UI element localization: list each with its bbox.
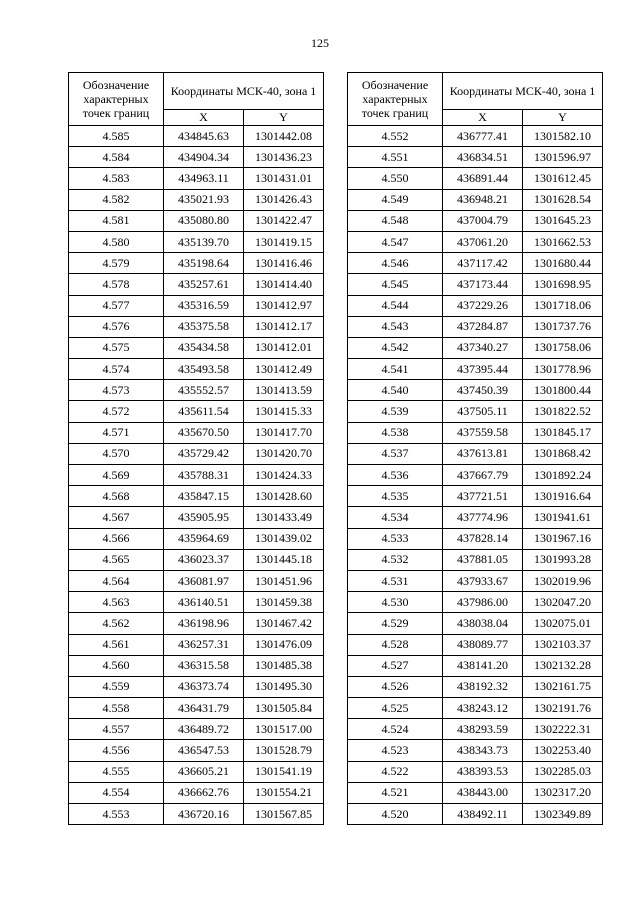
- point-cell: 4.581: [69, 210, 164, 231]
- y-cell: 1301800.44: [523, 380, 603, 401]
- x-cell: 438492.11: [443, 804, 523, 825]
- x-cell: 436605.21: [164, 761, 244, 782]
- x-cell: 435375.58: [164, 316, 244, 337]
- point-cell: 4.539: [348, 401, 443, 422]
- y-cell: 1302349.89: [523, 804, 603, 825]
- x-cell: 436834.51: [443, 147, 523, 168]
- x-cell: 437774.96: [443, 507, 523, 528]
- y-cell: 1301431.01: [244, 168, 324, 189]
- point-cell: 4.530: [348, 592, 443, 613]
- y-cell: 1302103.37: [523, 634, 603, 655]
- table-row: [348, 253, 603, 274]
- y-cell: 1301993.28: [523, 549, 603, 570]
- table-row: [348, 316, 603, 337]
- y-cell: 1302161.75: [523, 676, 603, 697]
- header-point-designation: Обозначение характерных точек границ: [69, 73, 164, 126]
- header-x: X: [164, 110, 244, 126]
- x-cell: 437395.44: [443, 359, 523, 380]
- y-cell: 1301420.70: [244, 443, 324, 464]
- y-cell: 1301718.06: [523, 295, 603, 316]
- point-cell: 4.576: [69, 316, 164, 337]
- point-cell: 4.549: [348, 189, 443, 210]
- y-cell: 1301433.49: [244, 507, 324, 528]
- point-cell: 4.560: [69, 655, 164, 676]
- point-cell: 4.542: [348, 337, 443, 358]
- table-row: [69, 168, 324, 189]
- y-cell: 1301451.96: [244, 570, 324, 591]
- y-cell: 1301445.18: [244, 549, 324, 570]
- x-cell: 437117.42: [443, 253, 523, 274]
- point-cell: 4.572: [69, 401, 164, 422]
- point-cell: 4.541: [348, 359, 443, 380]
- table-row: [69, 507, 324, 528]
- y-cell: 1301495.30: [244, 676, 324, 697]
- point-cell: 4.564: [69, 570, 164, 591]
- point-cell: 4.567: [69, 507, 164, 528]
- point-cell: 4.552: [348, 126, 443, 147]
- x-cell: 438293.59: [443, 719, 523, 740]
- table-row: [69, 359, 324, 380]
- point-cell: 4.556: [69, 740, 164, 761]
- x-cell: 437881.05: [443, 549, 523, 570]
- x-cell: 437933.67: [443, 570, 523, 591]
- table-row: [348, 740, 603, 761]
- y-cell: 1301541.19: [244, 761, 324, 782]
- y-cell: 1302132.28: [523, 655, 603, 676]
- table-row: [69, 126, 324, 147]
- x-cell: 436720.16: [164, 804, 244, 825]
- table-row: [348, 782, 603, 803]
- y-cell: 1301467.42: [244, 613, 324, 634]
- y-cell: 1301476.09: [244, 634, 324, 655]
- x-cell: 436257.31: [164, 634, 244, 655]
- header-coordinates: Координаты МСК-40, зона 1: [164, 73, 324, 110]
- table-row: [69, 253, 324, 274]
- y-cell: 1301424.33: [244, 465, 324, 486]
- y-cell: 1301415.33: [244, 401, 324, 422]
- x-cell: 437004.79: [443, 210, 523, 231]
- y-cell: 1301439.02: [244, 528, 324, 549]
- x-cell: 434845.63: [164, 126, 244, 147]
- y-cell: 1302019.96: [523, 570, 603, 591]
- x-cell: 436023.37: [164, 549, 244, 570]
- table-row: [69, 740, 324, 761]
- page-number: 125: [311, 36, 329, 50]
- point-cell: 4.544: [348, 295, 443, 316]
- table-body: [69, 126, 324, 825]
- x-cell: 437721.51: [443, 486, 523, 507]
- point-cell: 4.534: [348, 507, 443, 528]
- table-row: [69, 295, 324, 316]
- y-cell: 1301442.08: [244, 126, 324, 147]
- table-row: [69, 401, 324, 422]
- table-row: [348, 804, 603, 825]
- point-cell: 4.562: [69, 613, 164, 634]
- table-header: [69, 73, 324, 126]
- header-y: Y: [244, 110, 324, 126]
- y-cell: 1301645.23: [523, 210, 603, 231]
- point-cell: 4.559: [69, 676, 164, 697]
- x-cell: 437284.87: [443, 316, 523, 337]
- point-cell: 4.577: [69, 295, 164, 316]
- table-row: [348, 168, 603, 189]
- y-cell: 1301662.53: [523, 231, 603, 252]
- table-row: [348, 592, 603, 613]
- y-cell: 1301758.06: [523, 337, 603, 358]
- y-cell: 1301582.10: [523, 126, 603, 147]
- x-cell: 435905.95: [164, 507, 244, 528]
- x-cell: 434963.11: [164, 168, 244, 189]
- x-cell: 438243.12: [443, 698, 523, 719]
- y-cell: 1302047.20: [523, 592, 603, 613]
- point-cell: 4.540: [348, 380, 443, 401]
- point-cell: 4.573: [69, 380, 164, 401]
- table-row: [69, 528, 324, 549]
- header-x: X: [443, 110, 523, 126]
- table-row: [348, 210, 603, 231]
- y-cell: 1302285.03: [523, 761, 603, 782]
- y-cell: 1302191.76: [523, 698, 603, 719]
- point-cell: 4.524: [348, 719, 443, 740]
- x-cell: 438089.77: [443, 634, 523, 655]
- y-cell: 1301417.70: [244, 422, 324, 443]
- table-row: [348, 126, 603, 147]
- x-cell: 437229.26: [443, 295, 523, 316]
- x-cell: 437505.11: [443, 401, 523, 422]
- x-cell: 435080.80: [164, 210, 244, 231]
- table-row: [348, 570, 603, 591]
- table-row: [348, 634, 603, 655]
- table-row: [69, 316, 324, 337]
- table-row: [348, 337, 603, 358]
- x-cell: 436891.44: [443, 168, 523, 189]
- table-row: [69, 698, 324, 719]
- table-row: [348, 443, 603, 464]
- table-row: [69, 210, 324, 231]
- y-cell: 1301414.40: [244, 274, 324, 295]
- x-cell: 437828.14: [443, 528, 523, 549]
- point-cell: 4.553: [69, 804, 164, 825]
- y-cell: 1301596.97: [523, 147, 603, 168]
- x-cell: 435729.42: [164, 443, 244, 464]
- point-cell: 4.547: [348, 231, 443, 252]
- point-cell: 4.545: [348, 274, 443, 295]
- x-cell: 436315.58: [164, 655, 244, 676]
- x-cell: 436431.79: [164, 698, 244, 719]
- y-cell: 1301412.49: [244, 359, 324, 380]
- coordinates-table-left: [68, 72, 324, 825]
- point-cell: 4.536: [348, 465, 443, 486]
- point-cell: 4.548: [348, 210, 443, 231]
- x-cell: 438443.00: [443, 782, 523, 803]
- point-cell: 4.561: [69, 634, 164, 655]
- point-cell: 4.565: [69, 549, 164, 570]
- table-row: [348, 380, 603, 401]
- header-point-designation: Обозначение характерных точек границ: [348, 73, 443, 126]
- x-cell: 436140.51: [164, 592, 244, 613]
- y-cell: 1301941.61: [523, 507, 603, 528]
- x-cell: 436547.53: [164, 740, 244, 761]
- table-row: [348, 719, 603, 740]
- y-cell: 1301485.38: [244, 655, 324, 676]
- table-row: [69, 443, 324, 464]
- x-cell: 434904.34: [164, 147, 244, 168]
- point-cell: 4.583: [69, 168, 164, 189]
- x-cell: 435670.50: [164, 422, 244, 443]
- header-y: Y: [523, 110, 603, 126]
- point-cell: 4.563: [69, 592, 164, 613]
- table-row: [69, 570, 324, 591]
- table-row: [348, 359, 603, 380]
- x-cell: 437061.20: [443, 231, 523, 252]
- table-row: [348, 486, 603, 507]
- table-row: [348, 465, 603, 486]
- y-cell: 1301567.85: [244, 804, 324, 825]
- y-cell: 1301778.96: [523, 359, 603, 380]
- point-cell: 4.554: [69, 782, 164, 803]
- point-cell: 4.526: [348, 676, 443, 697]
- x-cell: 438343.73: [443, 740, 523, 761]
- table-row: [69, 486, 324, 507]
- table-row: [348, 507, 603, 528]
- y-cell: 1301967.16: [523, 528, 603, 549]
- table-row: [69, 274, 324, 295]
- table-row: [69, 189, 324, 210]
- point-cell: 4.527: [348, 655, 443, 676]
- table-row: [348, 761, 603, 782]
- y-cell: 1301419.15: [244, 231, 324, 252]
- point-cell: 4.585: [69, 126, 164, 147]
- point-cell: 4.570: [69, 443, 164, 464]
- point-cell: 4.546: [348, 253, 443, 274]
- point-cell: 4.578: [69, 274, 164, 295]
- table-row: [348, 274, 603, 295]
- table-row: [69, 231, 324, 252]
- x-cell: 435493.58: [164, 359, 244, 380]
- x-cell: 436373.74: [164, 676, 244, 697]
- y-cell: 1301892.24: [523, 465, 603, 486]
- y-cell: 1301459.38: [244, 592, 324, 613]
- table-row: [348, 231, 603, 252]
- y-cell: 1301413.59: [244, 380, 324, 401]
- table-row: [348, 549, 603, 570]
- x-cell: 437667.79: [443, 465, 523, 486]
- table-row: [348, 422, 603, 443]
- x-cell: 438038.04: [443, 613, 523, 634]
- x-cell: 435198.64: [164, 253, 244, 274]
- x-cell: 435021.93: [164, 189, 244, 210]
- point-cell: 4.569: [69, 465, 164, 486]
- point-cell: 4.555: [69, 761, 164, 782]
- table-row: [348, 528, 603, 549]
- y-cell: 1301612.45: [523, 168, 603, 189]
- point-cell: 4.580: [69, 231, 164, 252]
- table-row: [69, 380, 324, 401]
- x-cell: 436777.41: [443, 126, 523, 147]
- table-body: [348, 126, 603, 825]
- y-cell: 1301868.42: [523, 443, 603, 464]
- table-row: [69, 549, 324, 570]
- point-cell: 4.566: [69, 528, 164, 549]
- header-coordinates: Координаты МСК-40, зона 1: [443, 73, 603, 110]
- table-row: [69, 676, 324, 697]
- y-cell: 1302222.31: [523, 719, 603, 740]
- y-cell: 1302253.40: [523, 740, 603, 761]
- point-cell: 4.557: [69, 719, 164, 740]
- x-cell: 435788.31: [164, 465, 244, 486]
- y-cell: 1301412.17: [244, 316, 324, 337]
- x-cell: 436948.21: [443, 189, 523, 210]
- y-cell: 1301916.64: [523, 486, 603, 507]
- table-row: [348, 613, 603, 634]
- y-cell: 1301436.23: [244, 147, 324, 168]
- table-row: [348, 147, 603, 168]
- point-cell: 4.525: [348, 698, 443, 719]
- x-cell: 438141.20: [443, 655, 523, 676]
- x-cell: 435964.69: [164, 528, 244, 549]
- point-cell: 4.528: [348, 634, 443, 655]
- x-cell: 436662.76: [164, 782, 244, 803]
- table-header: [348, 73, 603, 126]
- point-cell: 4.558: [69, 698, 164, 719]
- point-cell: 4.521: [348, 782, 443, 803]
- table-row: [69, 465, 324, 486]
- x-cell: 437613.81: [443, 443, 523, 464]
- point-cell: 4.522: [348, 761, 443, 782]
- x-cell: 435257.61: [164, 274, 244, 295]
- y-cell: 1301698.95: [523, 274, 603, 295]
- x-cell: 435552.57: [164, 380, 244, 401]
- table-row: [348, 401, 603, 422]
- point-cell: 4.551: [348, 147, 443, 168]
- x-cell: 438393.53: [443, 761, 523, 782]
- point-cell: 4.582: [69, 189, 164, 210]
- point-cell: 4.574: [69, 359, 164, 380]
- y-cell: 1301554.21: [244, 782, 324, 803]
- y-cell: 1301428.60: [244, 486, 324, 507]
- point-cell: 4.571: [69, 422, 164, 443]
- point-cell: 4.538: [348, 422, 443, 443]
- point-cell: 4.584: [69, 147, 164, 168]
- point-cell: 4.531: [348, 570, 443, 591]
- table-row: [69, 719, 324, 740]
- point-cell: 4.535: [348, 486, 443, 507]
- y-cell: 1301517.00: [244, 719, 324, 740]
- x-cell: 438192.32: [443, 676, 523, 697]
- x-cell: 437173.44: [443, 274, 523, 295]
- y-cell: 1301528.79: [244, 740, 324, 761]
- point-cell: 4.520: [348, 804, 443, 825]
- table-row: [69, 634, 324, 655]
- point-cell: 4.579: [69, 253, 164, 274]
- table-row: [69, 761, 324, 782]
- table-row: [348, 676, 603, 697]
- table-row: [69, 613, 324, 634]
- y-cell: 1301822.52: [523, 401, 603, 422]
- x-cell: 436489.72: [164, 719, 244, 740]
- point-cell: 4.568: [69, 486, 164, 507]
- table-row: [348, 655, 603, 676]
- point-cell: 4.532: [348, 549, 443, 570]
- table-row: [69, 422, 324, 443]
- y-cell: 1301416.46: [244, 253, 324, 274]
- y-cell: 1302317.20: [523, 782, 603, 803]
- x-cell: 436081.97: [164, 570, 244, 591]
- point-cell: 4.550: [348, 168, 443, 189]
- y-cell: 1301845.17: [523, 422, 603, 443]
- point-cell: 4.529: [348, 613, 443, 634]
- x-cell: 435434.58: [164, 337, 244, 358]
- table-row: [69, 147, 324, 168]
- coordinates-table-right: [347, 72, 603, 825]
- y-cell: 1301426.43: [244, 189, 324, 210]
- table-row: [348, 189, 603, 210]
- x-cell: 437450.39: [443, 380, 523, 401]
- y-cell: 1301422.47: [244, 210, 324, 231]
- table-row: [69, 655, 324, 676]
- x-cell: 436198.96: [164, 613, 244, 634]
- point-cell: 4.575: [69, 337, 164, 358]
- x-cell: 435316.59: [164, 295, 244, 316]
- x-cell: 437559.58: [443, 422, 523, 443]
- table-row: [69, 782, 324, 803]
- table-row: [348, 698, 603, 719]
- point-cell: 4.533: [348, 528, 443, 549]
- x-cell: 437340.27: [443, 337, 523, 358]
- table-row: [348, 295, 603, 316]
- y-cell: 1301680.44: [523, 253, 603, 274]
- y-cell: 1301412.97: [244, 295, 324, 316]
- x-cell: 435847.15: [164, 486, 244, 507]
- table-row: [69, 592, 324, 613]
- point-cell: 4.537: [348, 443, 443, 464]
- x-cell: 435139.70: [164, 231, 244, 252]
- point-cell: 4.523: [348, 740, 443, 761]
- y-cell: 1301412.01: [244, 337, 324, 358]
- table-row: [69, 804, 324, 825]
- x-cell: 437986.00: [443, 592, 523, 613]
- table-row: [69, 337, 324, 358]
- y-cell: 1301737.76: [523, 316, 603, 337]
- point-cell: 4.543: [348, 316, 443, 337]
- y-cell: 1301628.54: [523, 189, 603, 210]
- y-cell: 1302075.01: [523, 613, 603, 634]
- x-cell: 435611.54: [164, 401, 244, 422]
- y-cell: 1301505.84: [244, 698, 324, 719]
